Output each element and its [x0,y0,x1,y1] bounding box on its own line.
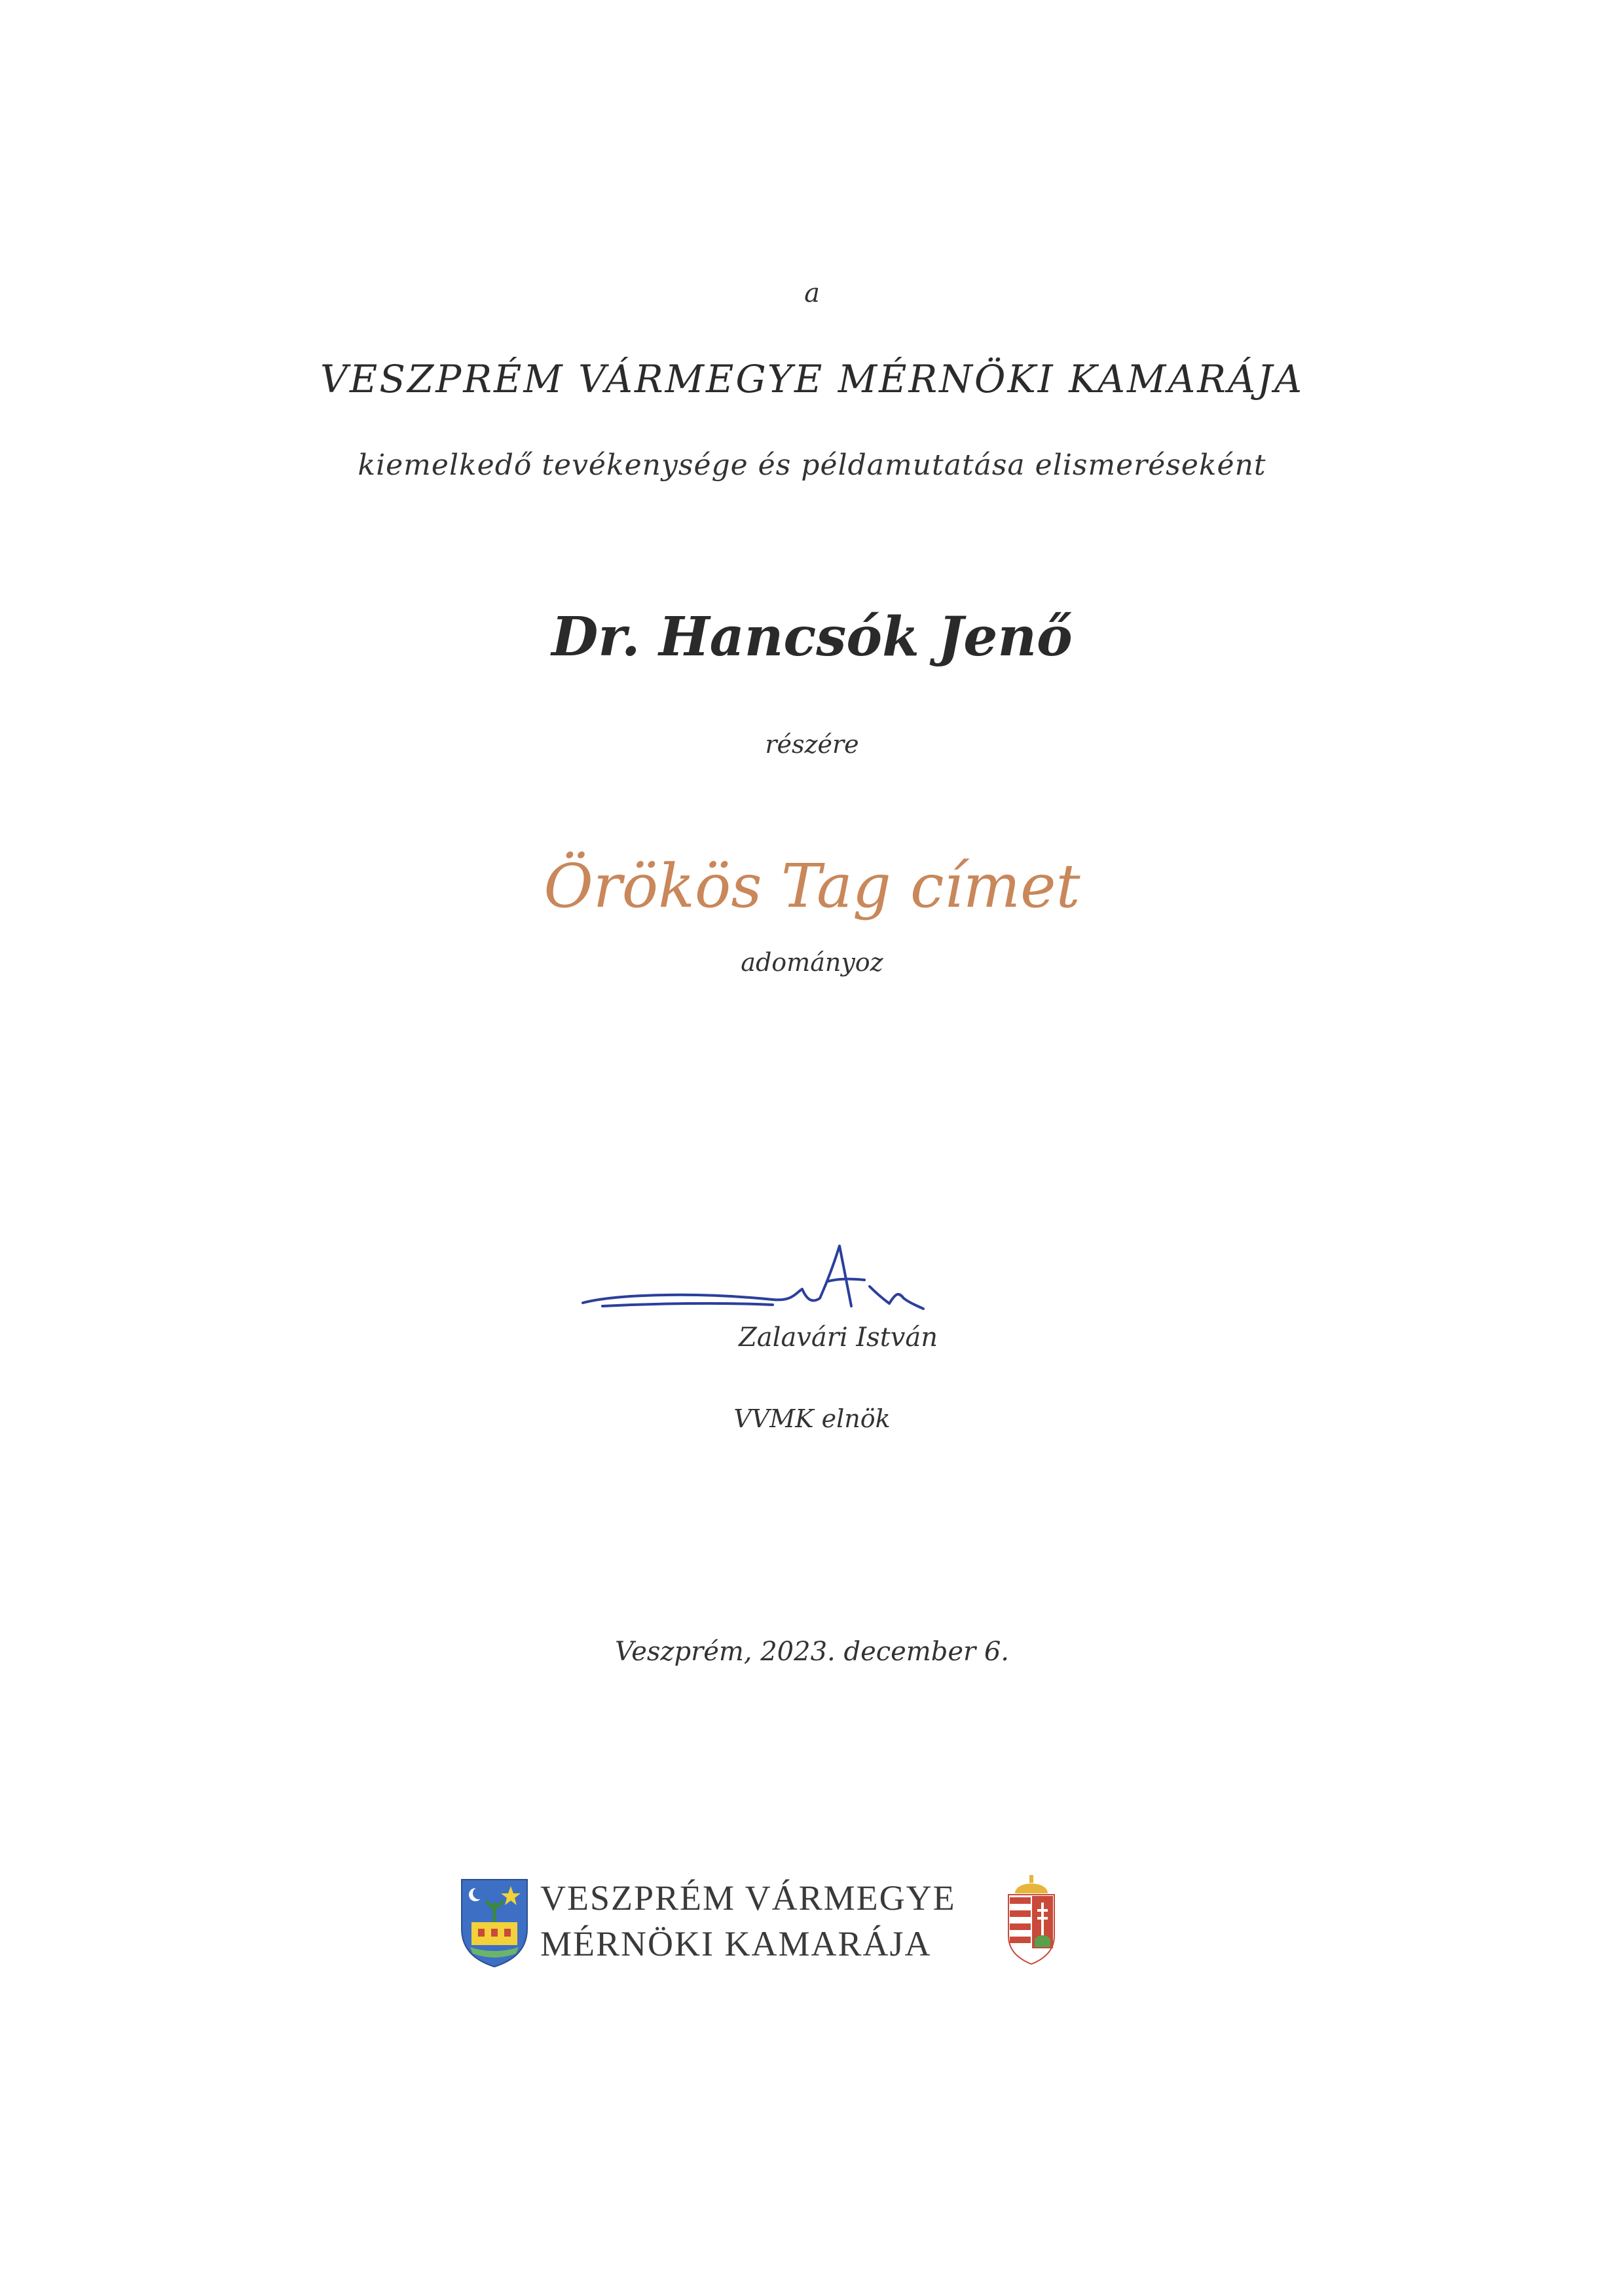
organization-title: VESZPRÉM VÁRMEGYE MÉRNÖKI KAMARÁJA [320,357,1304,401]
logo-text-line2: MÉRNÖKI KAMARÁJA [540,1924,932,1963]
signer-role: VVMK elnök [733,1404,891,1433]
handwritten-signature [576,1241,930,1326]
grant-verb: adományoz [741,948,883,977]
chamber-logo [458,1866,1061,1971]
county-coat-of-arms-icon [458,1876,530,1968]
logo-text-line1: VESZPRÉM VÁRMEGYE [540,1878,956,1918]
award-title: Örökös Tag címet [544,851,1080,921]
signer-name: Zalavári István [739,1322,938,1353]
award-reason: kiemelkedő tevékenysége és példamutatása elismeréseként [358,448,1266,482]
for-label: részére [765,730,859,759]
recipient-name: Dr. Hancsók Jenő [551,606,1073,668]
hungarian-coat-of-arms-icon [1002,1874,1061,1965]
article-text: a [804,278,820,308]
place-and-date: Veszprém, 2023. december 6. [614,1637,1010,1667]
